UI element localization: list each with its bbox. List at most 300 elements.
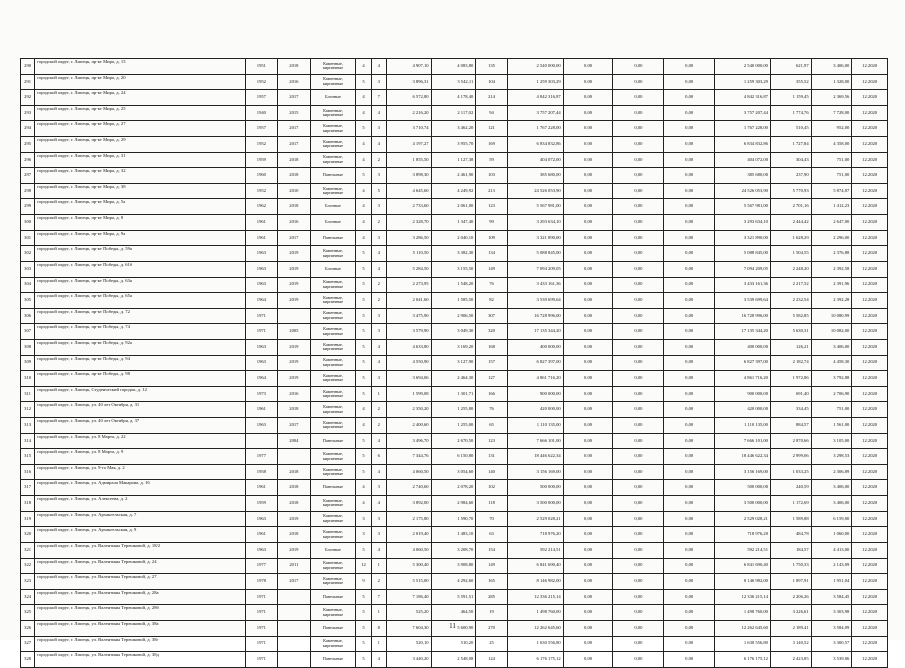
- commission-year-cell: 1963: [245, 542, 278, 558]
- limit-cost-cell: 3 300,57: [811, 636, 852, 652]
- residents-cell: 140: [476, 464, 508, 480]
- floors-cell: 12: [356, 558, 371, 574]
- floors-cell: 5: [356, 308, 371, 324]
- wall-material-cell: Каменные, кирпичные: [310, 402, 356, 418]
- owner-funds-cell: 6 176 175,12: [715, 652, 771, 668]
- owner-funds-cell: 1 767 228,00: [715, 121, 771, 137]
- residential-area-cell: 6 150,80: [431, 449, 476, 465]
- entrances-cell: 2: [371, 215, 386, 231]
- specific-cost-cell: 5 770,93: [770, 183, 811, 199]
- municipal-funds-cell: 0,00: [664, 215, 715, 231]
- address-cell: городской округ, г. Липецк, ул. 9-го Мая, д. 2: [35, 464, 245, 480]
- overhaul-year-cell: 2017: [278, 418, 311, 434]
- commission-year-cell: 1940: [245, 105, 278, 121]
- row-number-cell: 324: [21, 589, 35, 605]
- limit-cost-cell: 2 376,88: [811, 246, 852, 262]
- total-cost-cell: 6 827 397,00: [507, 355, 563, 371]
- row-number-cell: 304: [21, 277, 35, 293]
- residents-cell: 109: [476, 230, 508, 246]
- wall-material-cell: Каменные, кирпичные: [310, 183, 356, 199]
- completion-date-cell: 12.2020: [852, 636, 888, 652]
- entrances-cell: 4: [371, 137, 386, 153]
- owner-funds-cell: 1 498 760,00: [715, 605, 771, 621]
- regional-funds-cell: 0,00: [613, 433, 664, 449]
- municipal-funds-cell: 0,00: [664, 480, 715, 496]
- municipal-funds-cell: 0,00: [664, 199, 715, 215]
- regional-funds-cell: 0,00: [613, 90, 664, 106]
- regional-funds-cell: 0,00: [613, 371, 664, 387]
- wall-material-cell: Каменные, кирпичные: [310, 74, 356, 90]
- municipal-funds-cell: 0,00: [664, 355, 715, 371]
- owner-funds-cell: 1 259 303,29: [715, 74, 771, 90]
- commission-year-cell: 1959: [245, 152, 278, 168]
- owner-funds-cell: 900 000,00: [715, 386, 771, 402]
- total-cost-cell: 3 539 699,64: [507, 293, 563, 309]
- limit-cost-cell: 1 412,23: [811, 199, 852, 215]
- owner-funds-cell: 12 262 645,60: [715, 620, 771, 636]
- limit-cost-cell: 1 951,04: [811, 574, 852, 590]
- federal-funds-cell: 0,00: [563, 636, 613, 652]
- total-cost-cell: 12 336 215,14: [507, 589, 563, 605]
- municipal-funds-cell: 0,00: [664, 449, 715, 465]
- row-number-cell: 314: [21, 433, 35, 449]
- residents-cell: 157: [476, 355, 508, 371]
- limit-cost-cell: 3 105,00: [811, 433, 852, 449]
- residents-cell: 135: [476, 59, 508, 75]
- overhaul-year-cell: 2019: [278, 511, 311, 527]
- regional-funds-cell: 0,00: [613, 183, 664, 199]
- entrances-cell: 2: [371, 277, 386, 293]
- completion-date-cell: 12.2020: [852, 168, 888, 184]
- entrances-cell: 3: [371, 168, 386, 184]
- commission-year-cell: 1960: [245, 168, 278, 184]
- specific-cost-cell: 237,90: [770, 168, 811, 184]
- entrances-cell: 6: [371, 449, 386, 465]
- specific-cost-cell: 304,43: [770, 152, 811, 168]
- commission-year-cell: 1977: [245, 558, 278, 574]
- total-cost-cell: 5 567 981,00: [507, 199, 563, 215]
- specific-cost-cell: 2 182,74: [770, 355, 811, 371]
- row-number-cell: 302: [21, 246, 35, 262]
- floors-cell: 4: [356, 480, 371, 496]
- specific-cost-cell: 2 444,42: [770, 215, 811, 231]
- address-cell: городской округ, г. Липецк, ул. Валентины Терешковой, д. 38а: [35, 620, 245, 636]
- regional-funds-cell: 0,00: [613, 574, 664, 590]
- floors-cell: 5: [356, 324, 371, 340]
- wall-material-cell: Блочные: [310, 90, 356, 106]
- row-number-cell: 291: [21, 74, 35, 90]
- regional-funds-cell: 0,00: [613, 137, 664, 153]
- row-number-cell: 303: [21, 261, 35, 277]
- table-row: [21, 74, 888, 90]
- table-row: [21, 59, 888, 75]
- federal-funds-cell: 0,00: [563, 386, 613, 402]
- commission-year-cell: 1971: [245, 589, 278, 605]
- residential-area-cell: 1 483,10: [431, 527, 476, 543]
- specific-cost-cell: 3 140,52: [770, 636, 811, 652]
- total-area-cell: 520,10: [386, 636, 431, 652]
- wall-material-cell: Каменные, кирпичные: [310, 371, 356, 387]
- entrances-cell: 3: [371, 324, 386, 340]
- wall-material-cell: Каменные, кирпичные: [310, 418, 356, 434]
- wall-material-cell: Панельные: [310, 652, 356, 668]
- address-cell: городской округ, г. Липецк, пр-кт Мира, д. 20: [35, 74, 245, 90]
- owner-funds-cell: 5 088 845,00: [715, 246, 771, 262]
- federal-funds-cell: 0,00: [563, 605, 613, 621]
- table-row: [21, 168, 888, 184]
- floors-cell: 5: [356, 589, 371, 605]
- specific-cost-cell: 1 972,86: [770, 371, 811, 387]
- wall-material-cell: Каменные, кирпичные: [310, 636, 356, 652]
- overhaul-year-cell: 2019: [278, 293, 311, 309]
- address-cell: городской округ, г. Липецк, пр-кт Победы, д. 92а: [35, 339, 245, 355]
- owner-funds-cell: 500 000,00: [715, 480, 771, 496]
- commission-year-cell: 1962: [245, 199, 278, 215]
- row-number-cell: 306: [21, 308, 35, 324]
- total-cost-cell: 6 841 690,40: [507, 558, 563, 574]
- total-cost-cell: 4 861 716,20: [507, 371, 563, 387]
- limit-cost-cell: 2 369,56: [811, 90, 852, 106]
- wall-material-cell: Каменные, кирпичные: [310, 527, 356, 543]
- table-row: [21, 105, 888, 121]
- floors-cell: 4: [356, 496, 371, 512]
- regional-funds-cell: 0,00: [613, 324, 664, 340]
- total-area-cell: 2 273,95: [386, 277, 431, 293]
- completion-date-cell: 12.2020: [852, 215, 888, 231]
- specific-cost-cell: 1 159,45: [770, 90, 811, 106]
- wall-material-cell: Каменные, кирпичные: [310, 339, 356, 355]
- owner-funds-cell: 3 433 161,36: [715, 277, 771, 293]
- floors-cell: 5: [356, 620, 371, 636]
- federal-funds-cell: 0,00: [563, 574, 613, 590]
- regional-funds-cell: 0,00: [613, 152, 664, 168]
- total-cost-cell: 6 176 175,12: [507, 652, 563, 668]
- commission-year-cell: 1957: [245, 121, 278, 137]
- table-row: [21, 371, 888, 387]
- regional-funds-cell: 0,00: [613, 636, 664, 652]
- residents-cell: 149: [476, 261, 508, 277]
- total-area-cell: 3 496,70: [386, 433, 431, 449]
- table-row: [21, 230, 888, 246]
- entrances-cell: 3: [371, 199, 386, 215]
- overhaul-year-cell: 2017: [278, 90, 311, 106]
- overhaul-year-cell: [278, 636, 311, 652]
- overhaul-year-cell: 2004: [278, 433, 311, 449]
- floors-cell: 4: [356, 230, 371, 246]
- residents-cell: 70: [476, 511, 508, 527]
- limit-cost-cell: 6 159,00: [811, 511, 852, 527]
- entrances-cell: 2: [371, 402, 386, 418]
- total-cost-cell: 7 666 101,00: [507, 433, 563, 449]
- address-cell: городской округ, г. Липецк, ул. Валентины Терешковой, д. 24: [35, 558, 245, 574]
- residential-area-cell: 5 591,51: [431, 589, 476, 605]
- federal-funds-cell: 0,00: [563, 324, 613, 340]
- regional-funds-cell: 0,00: [613, 74, 664, 90]
- municipal-funds-cell: 0,00: [664, 324, 715, 340]
- entrances-cell: 3: [371, 308, 386, 324]
- commission-year-cell: 1963: [245, 277, 278, 293]
- residents-cell: 99: [476, 215, 508, 231]
- municipal-funds-cell: 0,00: [664, 74, 715, 90]
- overhaul-year-cell: [278, 589, 311, 605]
- limit-cost-cell: 10 082,00: [811, 324, 852, 340]
- specific-cost-cell: 1 033,25: [770, 464, 811, 480]
- wall-material-cell: Панельные: [310, 230, 356, 246]
- entrances-cell: 1: [371, 605, 386, 621]
- commission-year-cell: 1951: [245, 59, 278, 75]
- overhaul-year-cell: 2019: [278, 371, 311, 387]
- completion-date-cell: 12.2020: [852, 527, 888, 543]
- total-area-cell: 2 175,80: [386, 511, 431, 527]
- regional-funds-cell: 0,00: [613, 261, 664, 277]
- total-cost-cell: 16 728 996,00: [507, 308, 563, 324]
- table-row: [21, 199, 888, 215]
- total-cost-cell: 1 110 135,00: [507, 418, 563, 434]
- table-row: [21, 215, 888, 231]
- table-row: [21, 464, 888, 480]
- residential-area-cell: 2 670,50: [431, 433, 476, 449]
- owner-funds-cell: 2 540 000,00: [715, 59, 771, 75]
- federal-funds-cell: 0,00: [563, 355, 613, 371]
- row-number-cell: 319: [21, 511, 35, 527]
- total-area-cell: 5 300,40: [386, 558, 431, 574]
- completion-date-cell: 12.2020: [852, 199, 888, 215]
- residential-area-cell: 2 117,02: [431, 105, 476, 121]
- row-number-cell: 301: [21, 230, 35, 246]
- row-number-cell: 309: [21, 355, 35, 371]
- owner-funds-cell: 8 146 982,00: [715, 574, 771, 590]
- residential-area-cell: 1 255,80: [431, 402, 476, 418]
- overhaul-year-cell: 2017: [278, 230, 311, 246]
- residential-area-cell: 3 155,50: [431, 261, 476, 277]
- wall-material-cell: Каменные, кирпичные: [310, 574, 356, 590]
- residents-cell: 118: [476, 496, 508, 512]
- residents-cell: 127: [476, 371, 508, 387]
- overhaul-year-cell: 2018: [278, 464, 311, 480]
- completion-date-cell: 12.2020: [852, 261, 888, 277]
- total-area-cell: 4 550,90: [386, 355, 431, 371]
- federal-funds-cell: 0,00: [563, 339, 613, 355]
- total-area-cell: 4 907,10: [386, 59, 431, 75]
- limit-cost-cell: 2 392,28: [811, 293, 852, 309]
- residents-cell: 285: [476, 589, 508, 605]
- owner-funds-cell: 18 446 622,34: [715, 449, 771, 465]
- regional-funds-cell: 0,00: [613, 199, 664, 215]
- wall-material-cell: Каменные, кирпичные: [310, 324, 356, 340]
- residential-area-cell: 4 249,92: [431, 183, 476, 199]
- specific-cost-cell: 3 226,61: [770, 605, 811, 621]
- residential-area-cell: 5 600,90: [431, 620, 476, 636]
- owner-funds-cell: 718 976,20: [715, 527, 771, 543]
- floors-cell: 9: [356, 574, 371, 590]
- overhaul-year-cell: [278, 652, 311, 668]
- table-row: [21, 652, 888, 668]
- municipal-funds-cell: 0,00: [664, 433, 715, 449]
- federal-funds-cell: 0,00: [563, 152, 613, 168]
- overhaul-year-cell: 2018: [278, 168, 311, 184]
- commission-year-cell: 1961: [245, 402, 278, 418]
- residents-cell: 102: [476, 480, 508, 496]
- wall-material-cell: Каменные, кирпичные: [310, 558, 356, 574]
- completion-date-cell: 12.2020: [852, 308, 888, 324]
- table-row: [21, 246, 888, 262]
- federal-funds-cell: 0,00: [563, 433, 613, 449]
- overhaul-year-cell: [278, 308, 311, 324]
- completion-date-cell: 12.2020: [852, 246, 888, 262]
- limit-cost-cell: 3 406,00: [811, 480, 852, 496]
- owner-funds-cell: 420 000,00: [715, 402, 771, 418]
- limit-cost-cell: 2 391,96: [811, 277, 852, 293]
- total-cost-cell: 1 767 228,00: [507, 121, 563, 137]
- residential-area-cell: 2 464,30: [431, 371, 476, 387]
- specific-cost-cell: 1 774,76: [770, 105, 811, 121]
- specific-cost-cell: 484,78: [770, 527, 811, 543]
- total-cost-cell: 4 842 316,87: [507, 90, 563, 106]
- total-area-cell: 4 633,80: [386, 339, 431, 355]
- federal-funds-cell: 0,00: [563, 589, 613, 605]
- residential-area-cell: 3 127,90: [431, 355, 476, 371]
- specific-cost-cell: 1 172,69: [770, 496, 811, 512]
- commission-year-cell: 1963: [245, 339, 278, 355]
- federal-funds-cell: 0,00: [563, 527, 613, 543]
- residents-cell: 149: [476, 558, 508, 574]
- total-area-cell: 7 344,76: [386, 449, 431, 465]
- regional-funds-cell: 0,00: [613, 418, 664, 434]
- residents-cell: 121: [476, 121, 508, 137]
- municipal-funds-cell: 0,00: [664, 339, 715, 355]
- floors-cell: 5: [356, 355, 371, 371]
- row-number-cell: 308: [21, 339, 35, 355]
- commission-year-cell: 1957: [245, 90, 278, 106]
- overhaul-year-cell: 2019: [278, 542, 311, 558]
- floors-cell: 5: [356, 636, 371, 652]
- entrances-cell: 8: [371, 620, 386, 636]
- completion-date-cell: 12.2020: [852, 589, 888, 605]
- overhaul-year-cell: 2018: [278, 402, 311, 418]
- table-row: [21, 293, 888, 309]
- entrances-cell: 4: [371, 246, 386, 262]
- residents-cell: 169: [476, 137, 508, 153]
- completion-date-cell: 12.2020: [852, 74, 888, 90]
- total-area-cell: 2 041,60: [386, 293, 431, 309]
- residential-area-cell: 1 127,38: [431, 152, 476, 168]
- municipal-funds-cell: 0,00: [664, 386, 715, 402]
- commission-year-cell: 1963: [245, 511, 278, 527]
- municipal-funds-cell: 0,00: [664, 589, 715, 605]
- owner-funds-cell: 400 000,00: [715, 339, 771, 355]
- table-row: [21, 137, 888, 153]
- specific-cost-cell: 5 582,85: [770, 308, 811, 324]
- federal-funds-cell: 0,00: [563, 230, 613, 246]
- overhaul-year-cell: 2019: [278, 277, 311, 293]
- entrances-cell: 4: [371, 355, 386, 371]
- floors-cell: 4: [356, 59, 371, 75]
- overhaul-year-cell: 2019: [278, 246, 311, 262]
- entrances-cell: 3: [371, 230, 386, 246]
- limit-cost-cell: 751,00: [811, 152, 852, 168]
- residential-area-cell: 4 178,40: [431, 90, 476, 106]
- residential-area-cell: 2 078,20: [431, 480, 476, 496]
- completion-date-cell: 12.2020: [852, 480, 888, 496]
- regional-funds-cell: 0,00: [613, 308, 664, 324]
- regional-funds-cell: 0,00: [613, 464, 664, 480]
- residents-cell: 82: [476, 293, 508, 309]
- entrances-cell: 4: [371, 59, 386, 75]
- wall-material-cell: Блочные: [310, 199, 356, 215]
- entrances-cell: 1: [371, 558, 386, 574]
- residents-cell: 65: [476, 418, 508, 434]
- commission-year-cell: 1971: [245, 636, 278, 652]
- total-cost-cell: 18 446 622,34: [507, 449, 563, 465]
- completion-date-cell: 12.2020: [852, 90, 888, 106]
- limit-cost-cell: 1 561,00: [811, 418, 852, 434]
- table-row: [21, 324, 888, 340]
- entrances-cell: 3: [371, 527, 386, 543]
- municipal-funds-cell: 0,00: [664, 261, 715, 277]
- wall-material-cell: Каменные, кирпичные: [310, 449, 356, 465]
- row-number-cell: 322: [21, 558, 35, 574]
- residential-area-cell: 2 906,50: [431, 308, 476, 324]
- entrances-cell: 4: [371, 433, 386, 449]
- owner-funds-cell: 12 336 215,14: [715, 589, 771, 605]
- regional-funds-cell: 0,00: [613, 105, 664, 121]
- commission-year-cell: [245, 433, 278, 449]
- address-cell: городской округ, г. Липецк, пр-кт Мира, д. 29: [35, 137, 245, 153]
- address-cell: городской округ, г. Липецк, пр-кт Мира, д. 5а: [35, 199, 245, 215]
- residential-area-cell: 1 301,71: [431, 386, 476, 402]
- entrances-cell: 4: [371, 339, 386, 355]
- federal-funds-cell: 0,00: [563, 418, 613, 434]
- federal-funds-cell: 0,00: [563, 199, 613, 215]
- row-number-cell: 297: [21, 168, 35, 184]
- completion-date-cell: 12.2020: [852, 324, 888, 340]
- residential-area-cell: 3 542,11: [431, 74, 476, 90]
- overhaul-year-cell: [278, 605, 311, 621]
- specific-cost-cell: 1 589,88: [770, 511, 811, 527]
- row-number-cell: 305: [21, 293, 35, 309]
- completion-date-cell: 12.2020: [852, 620, 888, 636]
- commission-year-cell: 1952: [245, 183, 278, 199]
- residential-area-cell: 2 040,10: [431, 230, 476, 246]
- regional-funds-cell: 0,00: [613, 215, 664, 231]
- residents-cell: 214: [476, 90, 508, 106]
- row-number-cell: 327: [21, 636, 35, 652]
- row-number-cell: 316: [21, 464, 35, 480]
- table-row: [21, 418, 888, 434]
- owner-funds-cell: 3 500 000,00: [715, 496, 771, 512]
- residents-cell: 76: [476, 277, 508, 293]
- row-number-cell: 307: [21, 324, 35, 340]
- residential-area-cell: 2 461,90: [431, 168, 476, 184]
- total-area-cell: 4 060,50: [386, 542, 431, 558]
- limit-cost-cell: 5 874,07: [811, 183, 852, 199]
- regional-funds-cell: 0,00: [613, 355, 664, 371]
- municipal-funds-cell: 0,00: [664, 168, 715, 184]
- total-cost-cell: 3 500 000,00: [507, 496, 563, 512]
- limit-cost-cell: 2 296,00: [811, 230, 852, 246]
- overhaul-year-cell: 2011: [278, 558, 311, 574]
- row-number-cell: 325: [21, 605, 35, 621]
- address-cell: городской округ, г. Липецк, пр-кт Победы, д. 72: [35, 308, 245, 324]
- table-row: [21, 574, 888, 590]
- total-cost-cell: 3 321 890,00: [507, 230, 563, 246]
- residents-cell: 59: [476, 152, 508, 168]
- owner-funds-cell: 24 526 053,90: [715, 183, 771, 199]
- row-number-cell: 311: [21, 386, 35, 402]
- address-cell: городской округ, г. Липецк, пр-кт Мира, д. 32: [35, 168, 245, 184]
- completion-date-cell: 12.2020: [852, 652, 888, 668]
- table-row: [21, 277, 888, 293]
